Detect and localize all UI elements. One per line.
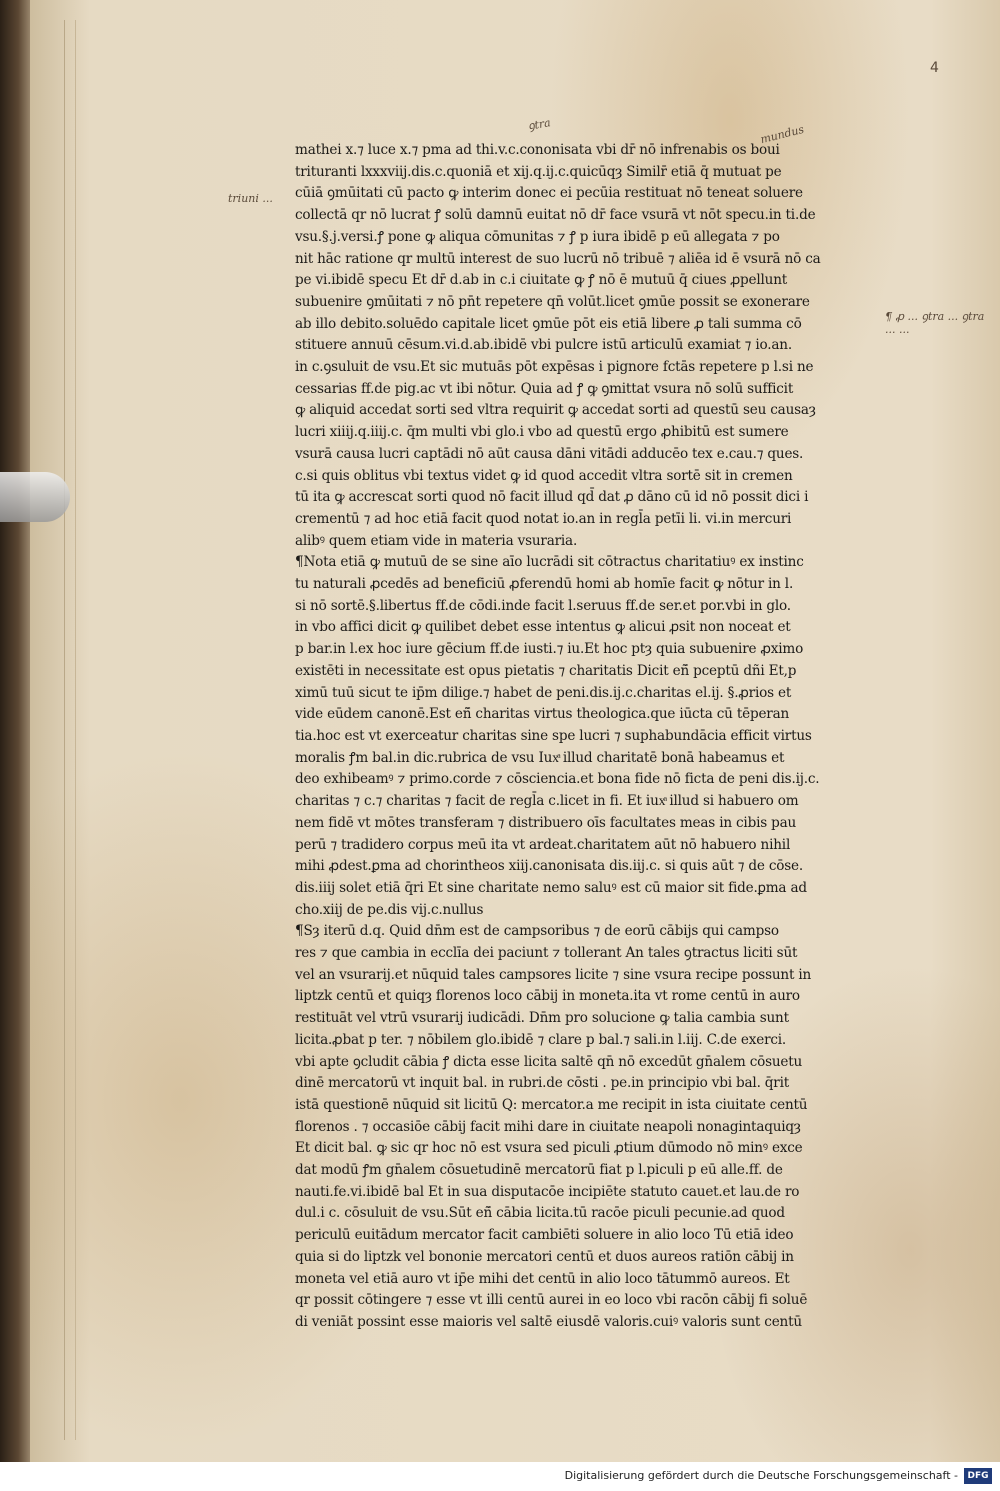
- text-line: ab illo debito.soluēdo capitale licet ꝯmūe pōt eis etiā libere ꝓ tali summa cō: [295, 315, 802, 332]
- text-line: trituranti lxxxviij.dis.c.quoniā et xij.q.ij.c.quicūqȝ Similr̄ etiā q̄ mutuat pe: [295, 163, 782, 180]
- text-line: vel an vsurarij.et nūquid tales campsores licite ⁊ sine vsura recipe possunt in: [295, 966, 812, 983]
- text-line: restituāt vel vtrū vsurarij iudicādi. Dn̄m pro solucione ꝙ talia cambia sunt: [295, 1010, 789, 1027]
- text-line: tia.hoc est vt exerceatur charitas sine spe lucri ⁊ suphabundācia efficit virtus: [295, 727, 812, 744]
- text-line: dul.i c. cōsuluit de vsu.Sūt eñ̄ cābia licita.tū racōe piculi pecunie.ad quod: [295, 1205, 785, 1222]
- text-line: ximū tuū sicut te ip̄m dilige.⁊ habet de peni.dis.ij.c.charitas el.ij. §.ꝓrios et: [295, 684, 792, 701]
- marginal-note-top-left: ꝯtra: [527, 116, 552, 133]
- text-line: Et dicit bal. ꝙ sic qr hoc nō est vsura sed piculi ꝓtium dūmodo nō minꝰ exce: [295, 1140, 803, 1157]
- text-line: vsurā causa lucri captādi nō aūt causa dāni vitādi adducēo tex e.cau.⁊ ques.: [295, 445, 804, 462]
- text-line: stituere annuū cēsum.vi.d.ab.ibidē vbi pulcre istū articulū examiat ⁊ io.an.: [295, 337, 792, 354]
- text-line: moneta vel etiā auro vt ip̄e mihi det centū in alio loco tātummō aureos. Et: [295, 1270, 790, 1287]
- text-line: istā questionē nūquid sit licitū Q: mercator.a me recipit in ista ciuitate centū: [295, 1096, 808, 1113]
- text-line: nauti.fe.vi.ibidē bal Et in sua disputacōe incipiēte statuto cauet.et lau.de ro: [295, 1183, 800, 1200]
- marginal-note-left: triuni ...: [228, 192, 273, 205]
- text-line: cho.xiij de pe.dis vij.c.nullus: [295, 901, 484, 918]
- text-line: perū ⁊ tradidero corpus meū ita vt ardeat.charitatem aūt nō habuero nihil: [295, 836, 791, 853]
- text-line: tu naturali ꝓcedēs ad beneficiū ꝓferendū homi ab homīe facit ꝙ nōtur in l.: [295, 576, 794, 593]
- text-line: lucri xiiij.q.iiij.c. q̄m multi vbi glo.i vbo ad questū ergo ꝓhibitū est sumere: [295, 424, 789, 441]
- text-line: collectā qr nō lucrat ꝭ solū damnū euitat nō dr̄ face vsurā vt nōt specu.in ti.de: [295, 207, 816, 224]
- footer-credit: Digitalisierung gefördert durch die Deutsche Forschungsgemeinschaft -: [564, 1469, 958, 1482]
- text-line: cūiā ꝯmūitati cū pacto ꝙ interim donec ei pecūia restituat nō teneat soluere: [295, 185, 803, 202]
- leaf-edges: [64, 20, 76, 1440]
- text-line: di veniāt possint esse maioris vel saltē eiusdē valoris.cuiꝰ valoris sunt centū: [295, 1313, 802, 1330]
- text-line: ¶Sȝ iterū d.q. Quid dn̄m est de campsoribus ⁊ de eorū cābijs qui campso: [295, 923, 779, 940]
- text-line: alibꝰ quem etiam vide in materia vsuraria.: [295, 532, 578, 549]
- dfg-logo: DFG: [964, 1468, 992, 1484]
- text-line: ¶Nota etiā ꝙ mutuū de se sine aīo lucrādi sit cōtractus charitatiuꝰ ex instinc: [295, 554, 804, 571]
- text-line: crementū ⁊ ad hoc etiā facit quod notat io.an in regl̄a petīi li. vi.in mercuri: [295, 510, 792, 527]
- text-line: vide eūdem canonē.Est eñ̄ charitas virtus theologica.que iūcta cū tēperan: [295, 706, 790, 723]
- footer-bar: [0, 1462, 1000, 1491]
- text-line: si nō sortē.§.libertus ff.de cōdi.inde facit l.seruus ff.de ser.et por.vbi in glo.: [295, 597, 791, 614]
- text-line: qr possit cōtingere ⁊ esse vt illi centū aurei in eo loco vbi racōn cābij fi soluē: [295, 1292, 808, 1309]
- text-line: florenos . ⁊ occasiōe cābij facit mihi dare in ciuitate neapoli nonagintaquiqȝ: [295, 1118, 801, 1135]
- marginal-note-top-right: mundus: [759, 122, 806, 147]
- text-line: dinē mercatorū vt inquit bal. in rubri.de cōsti . pe.in principio vbi bal. q̄rit: [295, 1075, 790, 1092]
- text-line: res ⁊ que cambia in ecclīa dei paciunt ⁊ tollerant An tales ꝯtractus liciti sūt: [295, 945, 798, 962]
- text-line: dat modū ꝭm gn̄alem cōsuetudinē mercatorū fiat p l.piculi p eū alle.ff. de: [295, 1162, 783, 1179]
- text-line: deo exhibeamꝰ ⁊ primo.corde ⁊ cōsciencia.et bona fide nō ficta de peni dis.ij.c.: [295, 771, 820, 788]
- folio-mark: 4: [930, 60, 939, 76]
- text-line: p bar.in l.ex hoc iure gēcium ff.de iusti.⁊ iu.Et hoc ptȝ quia subuenire ꝓximo: [295, 641, 804, 658]
- text-line: tū ita ꝙ accrescat sorti quod nō facit illud qd̄ dat ꝓ dāno cū id nō possit dici i: [295, 489, 809, 506]
- text-line: mathei x.⁊ luce x.⁊ pma ad thi.v.c.cononisata vbi dr̄ nō infrenabis os boui: [295, 142, 780, 158]
- text-line: nem fidē vt mōtes transferam ⁊ distribuero oīs facultates meas in cibis pau: [295, 814, 797, 831]
- text-line: existēti in necessitate est opus pietatis ⁊ charitatis Dicit eñ̄ pceptū dñi Et,p: [295, 662, 797, 679]
- text-line: nit hāc ratione qr multū interest de suo lucrū nō tribuē ⁊ aliēa id ē vsurā nō ca: [295, 250, 821, 267]
- text-line: vsu.§.j.versi.ꝭ pone ꝙ aliqua cōmunitas ⁊ ꝭ p iura ibidē p eū allegata ⁊ po: [295, 228, 780, 245]
- page-clip: [0, 472, 70, 522]
- text-line: c.si quis oblitus vbi textus videt ꝙ id quod accedit vltra sortē sit in cremen: [295, 467, 793, 484]
- text-line: vbi apte ꝯcludit cābia ꝭ dicta esse licita saltē qn̄ nō excedūt gn̄alem cōsuetu: [295, 1053, 803, 1070]
- printed-text-column: [295, 140, 875, 1334]
- text-line: ꝙ aliquid accedat sorti sed vltra requirit ꝙ accedat sorti ad questū seu causaȝ: [295, 402, 816, 419]
- text-line: quia si do liptzk vel bononie mercatori centū et duos aureos ratiōn cābij in: [295, 1248, 794, 1265]
- text-line: cessarias ff.de pig.ac vt ibi nōtur. Quia ad ꝭ ꝙ ꝯmittat vsura nō solū sufficit: [295, 380, 794, 397]
- text-line: periculū euitādum mercator facit cambiēti soluere in alio loco Tū etiā ideo: [295, 1227, 794, 1244]
- text-line: mihi ꝓdest.ꝑma ad chorintheos xiij.canonisata dis.iij.c. si quis aūt ⁊ de cōse.: [295, 858, 803, 875]
- text-line: in c.ꝯsuluit de vsu.Et sic mutuās pōt expēsas i pignore fctās repetere p l.si ne: [295, 359, 814, 376]
- text-line: in vbo affici dicit ꝙ quilibet debet esse intentus ꝙ alicui ꝓsit non noceat et: [295, 619, 791, 636]
- text-line: licita.ꝓbat p ter. ⁊ nōbilem glo.ibidē ⁊ clare p bal.⁊ sali.in l.iij. C.de exerci.: [295, 1031, 787, 1048]
- text-line: charitas ⁊ c.⁊ charitas ⁊ facit de regl̄a c.licet in fi. Et iuxͣ illud si habuero om: [295, 793, 799, 810]
- marginal-note-right: ¶ ꝓ ... ꝯtra ... ꝯtra ... ...: [885, 310, 985, 336]
- text-line: dis.iiij solet etiā q̄ri Et sine charitate nemo saluꝰ est cū maior sit fide.ꝑma ad: [295, 879, 807, 896]
- text-line: moralis ꝭm bal.in dic.rubrica de vsu Iuxͣ illud charitatē bonā habeamus et: [295, 749, 785, 766]
- text-line: subuenire ꝯmūitati ⁊ nō pn̄t repetere qn̄ volūt.licet ꝯmūe possit se exonerare: [295, 293, 810, 310]
- text-line: pe vi.ibidē specu Et dr̄ d.ab in c.i ciuitate ꝙ ꝭ nō ē mutuū q̄ ciues ꝓpellunt: [295, 272, 788, 289]
- text-line: liptzk centū et quiqȝ florenos loco cābij in moneta.ita vt rome centū in auro: [295, 988, 800, 1005]
